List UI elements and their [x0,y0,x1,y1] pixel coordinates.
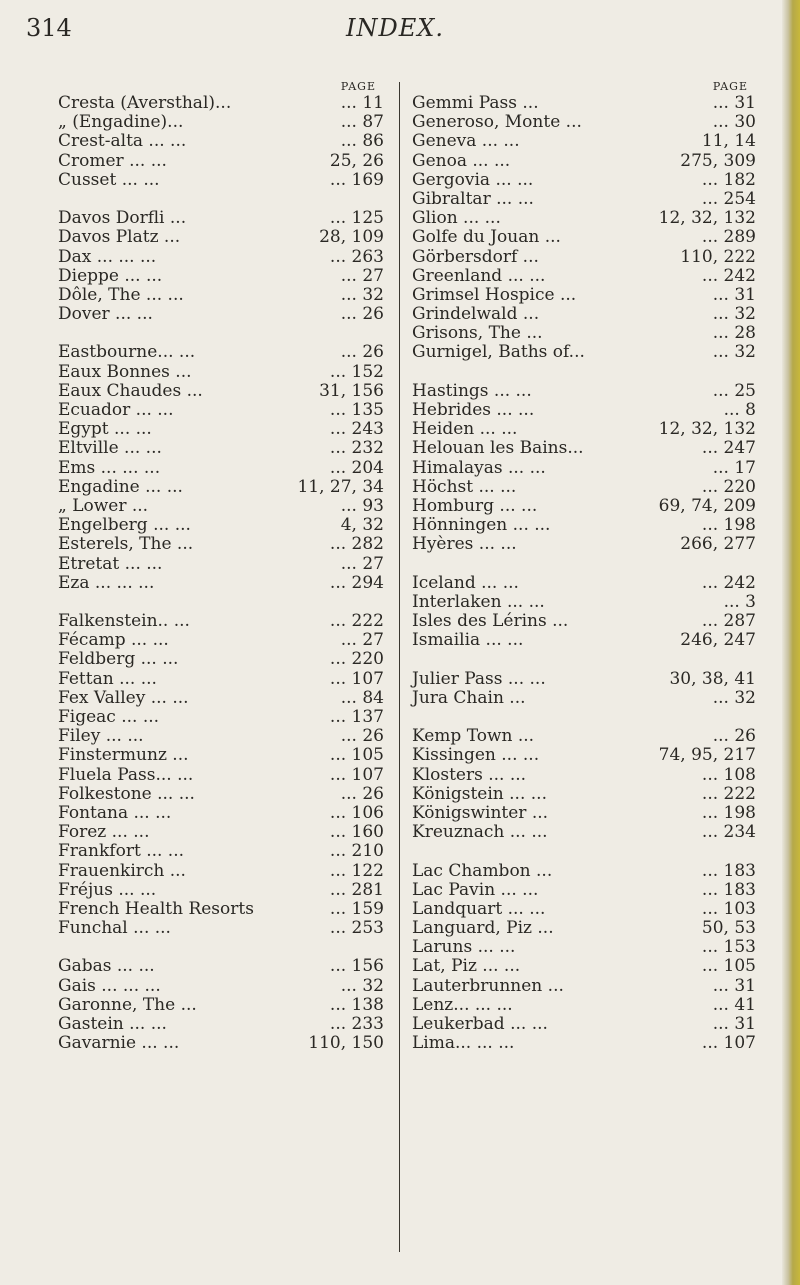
entry-name: Fluela Pass... ... [58,764,194,785]
index-entry [412,516,756,535]
entry-name: Fettan ... ... [58,668,157,689]
entry-pages: 4, 32 [340,515,384,536]
entry-name: Garonne, The ... [58,994,197,1015]
index-entry [58,516,384,535]
index-entry [412,267,756,286]
index-entry [412,190,756,209]
entry-pages: ... 32 [340,284,384,305]
entry-name: Gemmi Pass ... [412,93,539,113]
index-entry [412,823,756,842]
entry-name: Kemp Town ... [412,726,535,747]
index-entry [58,439,384,458]
entry-pages: ... 31 [712,284,756,305]
index-entry [412,900,756,919]
index-entry [58,343,384,362]
index-entry [58,612,384,631]
index-entry [412,459,756,478]
entry-name: Cresta (Aversthal)... [58,93,232,113]
index-entry [412,708,756,727]
index-entry [58,650,384,669]
index-entry [58,727,384,746]
entry-pages: ... 93 [340,495,384,516]
index-entry [58,708,384,727]
entry-name: Languard, Piz ... [412,918,554,939]
entry-pages: ... 107 [701,1033,756,1054]
entry-name: Cromer ... ... [58,150,167,171]
index-entry [412,401,756,420]
index-entry [412,382,756,401]
entry-pages: ... 26 [712,726,756,747]
index-entry [58,555,384,574]
index-entry [412,497,756,516]
index-entry [412,478,756,497]
index-entry [412,670,756,689]
entry-name: Iceland ... ... [412,572,519,593]
entry-name: Hönningen ... ... [412,515,551,536]
entry-pages: ... 31 [712,975,756,996]
entry-name: Grimsel Hospice ... [412,284,577,305]
entry-name: Fex Valley ... ... [58,687,189,708]
entry-pages: ... 25 [712,380,756,401]
index-entry [58,305,384,324]
entry-name: Lauterbrunnen ... [412,975,564,996]
index-entry [412,535,756,554]
entry-pages: ... 182 [701,169,756,190]
entry-pages: ... 27 [340,553,384,574]
entry-name: Fécamp ... ... [58,630,169,651]
entry-pages: ... 282 [329,534,384,555]
entry-name: Interlaken ... ... [412,591,545,612]
entry-pages: ... 263 [329,246,384,267]
index-entry [412,766,756,785]
entry-pages: ... 86 [340,131,384,152]
entry-name: Dieppe ... ... [58,265,163,286]
entry-pages: ... 17 [712,457,756,478]
entry-pages: 266, 277 [680,534,756,555]
entry-name: Esterels, The ... [58,534,194,555]
entry-name: Davos Platz ... [58,227,181,248]
index-entry [58,420,384,439]
index-entry [58,900,384,919]
entry-name: Kissingen ... ... [412,745,540,766]
entry-name: Engelberg ... ... [58,515,191,536]
entry-name: Gibraltar ... ... [412,188,534,209]
entry-pages: ... 253 [329,918,384,939]
index-entry [412,113,756,132]
entry-name: Lat, Piz ... ... [412,956,521,977]
entry-name: Königstein ... ... [412,783,547,804]
entry-name: Lac Chambon ... [412,860,553,881]
entry-name: Königswinter ... [412,802,549,823]
index-entry [58,881,384,900]
running-title: INDEX. [346,14,444,42]
index-entry [412,305,756,324]
entry-name: Gurnigel, Baths of... [412,342,585,363]
entry-name: Dax ... ... ... [58,246,157,267]
entry-pages: 31, 156 [319,380,384,401]
index-entry [412,574,756,593]
index-entry [58,785,384,804]
entry-name: Frauenkirch ... [58,860,186,881]
entry-name: Grindelwald ... [412,304,540,325]
entry-pages: ... 26 [340,304,384,325]
index-entry [58,267,384,286]
entry-pages: 74, 95, 217 [658,745,756,766]
entry-name: Eza ... ... ... [58,572,155,593]
entry-name: Feldberg ... ... [58,649,179,670]
entry-pages: ... 289 [701,227,756,248]
entry-pages: ... 108 [701,764,756,785]
entry-name: Kreuznach ... ... [412,822,548,843]
entry-name: Figeac ... ... [58,707,160,727]
entry-name: Frankfort ... ... [58,841,185,862]
entry-name: Finstermunz ... [58,745,189,766]
index-entry [412,996,756,1015]
entry-pages: ... 32 [340,975,384,996]
entry-pages: ... 204 [329,457,384,478]
entry-pages: ... 28 [712,323,756,344]
entry-pages: ... 31 [712,1014,756,1034]
entry-pages: ... 41 [712,994,756,1015]
entry-name: Hebrides ... ... [412,400,535,420]
entry-name: Isles des Lérins ... [412,611,569,632]
entry-name: Eltville ... ... [58,438,162,459]
index-entry [412,977,756,996]
entry-pages: 30, 38, 41 [669,668,756,689]
index-column-left [58,80,384,1053]
entry-name: Homburg ... ... [412,495,538,516]
entry-pages: 11, 14 [701,131,756,152]
entry-pages: 12, 32, 132 [658,208,756,229]
entry-pages: ... 242 [701,265,756,286]
entry-name: Ems ... ... ... [58,457,161,478]
column-divider [399,82,400,1252]
entry-name: Golfe du Jouan ... [412,227,561,248]
entry-name: French Health Resorts [58,898,254,919]
index-entry [58,132,384,151]
index-entry [412,420,756,439]
page-number: 314 [26,14,72,42]
entry-name: Dôle, The ... ... [58,284,184,305]
entry-name: Görbersdorf ... [412,246,539,267]
index-entry [58,1015,384,1034]
entry-pages: ... 183 [701,879,756,900]
index-column-right [412,80,756,1053]
entry-name: Geneva ... ... [412,131,520,152]
page-column-label: PAGE [712,80,748,93]
index-entry [58,593,384,612]
entry-name: Helouan les Bains... [412,438,584,459]
entry-pages: ... 233 [329,1014,384,1034]
entry-pages: ... 105 [329,745,384,766]
entry-name: Lac Pavin ... ... [412,879,539,900]
index-entry [412,593,756,612]
index-entry [412,919,756,938]
entry-pages: ... 27 [340,630,384,651]
entry-pages: ... 122 [329,860,384,881]
index-entry [58,574,384,593]
index-entry [58,919,384,938]
entry-pages: ... 26 [340,342,384,363]
entry-pages: ... 222 [701,783,756,804]
entry-pages: 25, 26 [329,150,384,171]
entry-name: „ (Engadine)... [58,112,184,133]
index-entry [58,746,384,765]
entry-name: Laruns ... ... [412,937,516,958]
index-entry [58,209,384,228]
entry-name: Crest-alta ... ... [58,131,187,152]
entry-name: Folkestone ... ... [58,783,195,804]
entry-pages: ... 210 [329,841,384,862]
entry-pages: ... 32 [712,687,756,708]
entry-pages: 50, 53 [701,918,756,939]
entry-name: Eastbourne... ... [58,342,196,363]
entry-pages: ... 222 [329,611,384,632]
entry-pages: ... 135 [329,400,384,420]
entry-pages: ... 3 [723,591,756,612]
index-entry [58,94,384,113]
entry-pages: 110, 150 [308,1033,384,1054]
entry-pages: ... 294 [329,572,384,593]
entry-pages: ... 32 [712,342,756,363]
index-entry [58,535,384,554]
index-entry [412,631,756,650]
entry-pages: ... 247 [701,438,756,459]
index-entry [58,324,384,343]
index-entry [412,881,756,900]
index-entry [58,190,384,209]
entry-pages: ... 183 [701,860,756,881]
entry-pages: ... 156 [329,956,384,977]
entry-pages: ... 31 [712,93,756,113]
index-entry [58,113,384,132]
index-entry [412,132,756,151]
entry-name: Hastings ... ... [412,380,532,401]
entry-pages: ... 242 [701,572,756,593]
index-entry [412,94,756,113]
index-entry [58,957,384,976]
entry-name: Fontana ... ... [58,802,172,823]
entry-name: Eaux Chaudes ... [58,380,203,401]
entry-pages: 69, 74, 209 [658,495,756,516]
entry-pages: ... 234 [701,822,756,843]
entry-name: Egypt ... ... [58,419,152,440]
index-entry [412,938,756,957]
entry-name: Gabas ... ... [58,956,155,977]
entry-name: „ Lower ... [58,495,149,516]
index-entry [412,555,756,574]
entry-pages: 110, 222 [680,246,756,267]
entry-pages: 28, 109 [319,227,384,248]
index-entry [58,171,384,190]
index-entry [412,1015,756,1034]
entry-name: Landquart ... ... [412,898,546,919]
entry-pages: ... 26 [340,726,384,747]
index-entry [412,343,756,362]
index-entry [412,363,756,382]
index-entry [58,862,384,881]
index-entry [58,977,384,996]
entry-name: Glion ... ... [412,208,501,229]
index-entry [58,842,384,861]
entry-pages: ... 137 [329,707,384,727]
entry-pages: 11, 27, 34 [297,476,384,497]
entry-name: Engadine ... ... [58,476,183,497]
entry-name: Hyères ... ... [412,534,517,555]
entry-name: Heiden ... ... [412,419,518,440]
entry-pages: ... 198 [701,515,756,536]
index-entry [412,171,756,190]
index-entry [58,996,384,1015]
entry-pages: ... 11 [340,93,384,113]
entry-pages: ... 281 [329,879,384,900]
entry-pages: ... 198 [701,802,756,823]
index-entry [58,363,384,382]
entry-name: Grisons, The ... [412,323,543,344]
index-entry [58,766,384,785]
entry-name: Etretat ... ... [58,553,163,574]
entry-name: Gastein ... ... [58,1014,167,1034]
entry-pages: ... 243 [329,419,384,440]
entry-pages: ... 103 [701,898,756,919]
entry-name: Filey ... ... [58,726,144,747]
entry-name: Gais ... ... ... [58,975,161,996]
index-entry [58,478,384,497]
index-entry [412,842,756,861]
index-entry [412,152,756,171]
index-entry [58,248,384,267]
entry-pages: 246, 247 [680,630,756,651]
page-header [0,14,790,54]
entry-pages: ... 27 [340,265,384,286]
index-entry [58,804,384,823]
index-entry [58,382,384,401]
index-entry [412,248,756,267]
index-entry [58,459,384,478]
index-entry [412,650,756,669]
entry-pages: ... 287 [701,611,756,632]
index-entry [412,746,756,765]
entry-name: Gergovia ... ... [412,169,534,190]
index-entry [58,228,384,247]
page-edge-gilt [782,0,800,1285]
entry-pages: ... 105 [701,956,756,977]
index-entry [58,152,384,171]
index-entry [58,631,384,650]
entry-name: Ecuador ... ... [58,400,174,420]
index-entry [412,689,756,708]
entry-pages: ... 254 [701,188,756,209]
entry-pages: 275, 309 [680,150,756,171]
entry-pages: ... 160 [329,822,384,843]
index-entry [58,1034,384,1053]
entry-name: Leukerbad ... ... [412,1014,548,1034]
entry-name: Gavarnie ... ... [58,1033,180,1054]
entry-name: Himalayas ... ... [412,457,546,478]
index-entry [412,324,756,343]
entry-pages: ... 84 [340,687,384,708]
index-entry [412,439,756,458]
index-entry [412,228,756,247]
index-entry [58,938,384,957]
index-entry [412,862,756,881]
entry-name: Generoso, Monte ... [412,112,582,133]
index-entry [412,209,756,228]
entry-name: Forez ... ... [58,822,150,843]
entry-pages: 12, 32, 132 [658,419,756,440]
entry-name: Davos Dorfli ... [58,208,187,229]
entry-pages: ... 32 [712,304,756,325]
entry-pages: ... 107 [329,764,384,785]
index-entry [412,612,756,631]
entry-pages: ... 159 [329,898,384,919]
entry-pages: ... 153 [701,937,756,958]
index-entry [412,727,756,746]
entry-pages: ... 26 [340,783,384,804]
entry-name: Falkenstein.. ... [58,611,190,632]
entry-name: Lima... ... ... [412,1033,515,1054]
entry-pages: ... 220 [329,649,384,670]
index-entry [58,689,384,708]
entry-name: Eaux Bonnes ... [58,361,192,382]
entry-pages: ... 107 [329,668,384,689]
entry-name: Julier Pass ... ... [412,668,546,689]
entry-name: Höchst ... ... [412,476,517,497]
entry-pages: ... 220 [701,476,756,497]
index-entry [58,497,384,516]
entry-name: Greenland ... ... [412,265,546,286]
entry-name: Lenz... ... ... [412,994,513,1015]
entry-pages: ... 125 [329,208,384,229]
entry-name: Cusset ... ... [58,169,160,190]
entry-name: Fréjus ... ... [58,879,157,900]
entry-name: Ismailia ... ... [412,630,524,651]
index-entry [58,401,384,420]
index-entry [412,804,756,823]
entry-name: Dover ... ... [58,304,153,325]
index-entry [58,823,384,842]
page-column-label: PAGE [340,80,376,93]
entry-pages: ... 138 [329,994,384,1015]
index-entry [412,957,756,976]
entry-pages: ... 30 [712,112,756,133]
index-entry [412,286,756,305]
index-entry [58,286,384,305]
entry-name: Funchal ... ... [58,918,171,939]
index-entry [58,670,384,689]
entry-pages: ... 169 [329,169,384,190]
entry-pages: ... 8 [723,400,756,420]
entry-name: Jura Chain ... [412,687,526,708]
index-entry [412,785,756,804]
entry-name: Klosters ... ... [412,764,527,785]
entry-pages: ... 87 [340,112,384,133]
entry-name: Genoa ... ... [412,150,511,171]
entry-pages: ... 106 [329,802,384,823]
entry-pages: ... 232 [329,438,384,459]
index-entry [412,1034,756,1053]
entry-pages: ... 152 [329,361,384,382]
